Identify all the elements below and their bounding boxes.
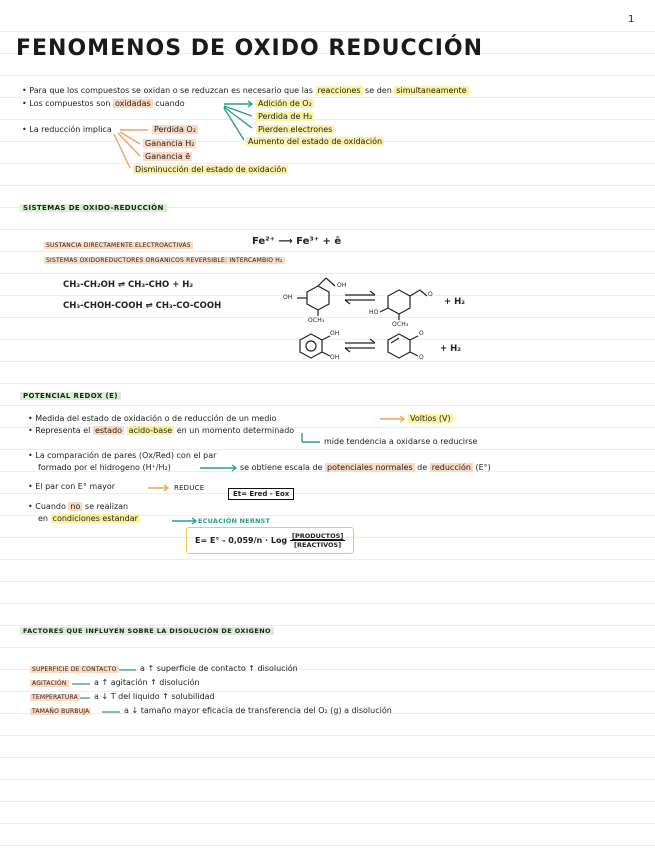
ring-structure-3 (300, 334, 330, 358)
potencial-tendencia: mide tendencia a oxidarse o reducirse (324, 437, 478, 446)
highlight-reacciones: reacciones (317, 86, 361, 95)
nernst-equation-box (186, 527, 354, 554)
highlight-simultaneamente: simultaneamente (396, 86, 467, 95)
factor-label-1: SUPERFICIE DE CONTACTO (32, 666, 117, 673)
equation-box: Et= Ered - Eox (228, 488, 294, 500)
highlight-no: no (70, 502, 81, 511)
section-heading-sistemas: SISTEMAS DE OXIDO-REDUCCIÓN (20, 204, 167, 212)
oxid-item-1: Adición de O₂ (258, 99, 312, 108)
potencial-bullet-2-pre: • Representa el (28, 426, 91, 435)
factor-text-1: a ↑ superficie de contacto ↑ disolución (140, 664, 298, 673)
highlight-condiciones: condiciones estandar (52, 514, 138, 523)
potencial-bullet-2-post: en un momento determinado (174, 426, 295, 435)
factor-label-2: AGITACIÓN (32, 680, 67, 687)
ring-structure-1 (297, 278, 335, 316)
page-title: FENOMENOS DE OXIDO REDUCCIÓN (16, 36, 484, 61)
potencial-bullet-3-result (240, 463, 491, 472)
potencial-bullet-3-line-2: formado por el hidrogeno (H⁺/H₂) (38, 463, 171, 472)
label-o-2: O (419, 330, 424, 337)
intro-bullet-1-text: • Para que los compuestos se oxidan o se reduzcan es necesario que las (22, 86, 313, 95)
intro-arrows (224, 101, 252, 140)
sistemas-line-1-label: SUSTANCIA DIRECTAMENTE ELECTROACTIVAS (46, 242, 191, 249)
highlight-oxidadas: oxidadas (114, 99, 151, 108)
label-o-3: O (419, 354, 424, 361)
highlight-acido-base: acido-base (128, 426, 173, 435)
bullet-5-line-2-pre: en (38, 514, 48, 523)
highlight-reduccion: reducción (431, 463, 471, 472)
label-oh-2: OH (337, 282, 347, 289)
nernst-denominator: [REACTIVOS] (294, 541, 342, 549)
potencial-bullet-5-line-1 (28, 502, 128, 511)
factor-text-4: a ↓ tamaño mayor eficacia de transferencia del O₂ (g) a disolución (124, 706, 392, 715)
red-item-3: Ganancia ē (145, 152, 191, 161)
label-oh-3: OH (330, 330, 340, 337)
ring-structure-4 (388, 334, 418, 358)
red-item-4-text: Disminucción del estado de oxidación (135, 165, 287, 174)
intro-bullet-3: • La reducción implica (22, 125, 112, 134)
nernst-equation: E= E° - 0,059/n · Log (195, 536, 288, 545)
factor-text-3: a ↓ T del liquido ↑ solubilidad (94, 692, 215, 701)
oxid-item-4-text: Aumento del estado de oxidación (248, 137, 383, 146)
intro-bullet-2-pre: • Los compuestos son (22, 99, 111, 108)
label-o-1: O (428, 291, 433, 298)
escala-post: (E°) (472, 463, 491, 472)
highlight-estado: estado (94, 426, 123, 435)
potencial-teal-arrows (172, 433, 323, 524)
escala-mid: de (414, 463, 428, 472)
escala-pre: se obtiene escala de (240, 463, 323, 472)
potencial-reduce: REDUCE (174, 484, 205, 492)
factor-text-2: a ↑ agitación ↑ disolución (94, 678, 200, 687)
label-och3-2: OCH₃ (392, 321, 409, 328)
reaction-lactic: CH₃-CHOH-COOH ⇌ CH₃-CO-COOH (63, 301, 222, 311)
factor-label-3: TEMPERATURA (32, 694, 78, 701)
oxid-item-2: Perdida de H₂ (258, 112, 313, 121)
sistemas-line-2-label: SISTEMAS OXIDOREDUCTORES ORGANICOS REVERSIBLE: INTERCAMBIO H₂ (46, 257, 283, 264)
label-plus-h2-1: + H₂ (444, 297, 465, 307)
ring-structure-2 (380, 290, 427, 320)
label-ho: HO (369, 309, 379, 316)
potencial-bullet-5-line-2 (38, 514, 140, 523)
potencial-bullet-1: • Medida del estado de oxidación o de reducción de un medio (28, 414, 277, 423)
reduction-arrows (114, 130, 148, 168)
intro-bullet-2-post: cuando (152, 99, 185, 108)
nernst-label: ECUACIÓN NERNST (198, 517, 271, 525)
red-item-1: Perdida O₂ (154, 125, 196, 134)
label-oh-4: OH (330, 354, 340, 361)
fe-reaction: Fe²⁺ ⟶ Fe³⁺ + ē (252, 236, 342, 247)
equilibrium-arrow-1 (345, 291, 375, 304)
red-item-2: Ganancia H₂ (145, 139, 195, 148)
label-plus-h2-2: + H₂ (440, 344, 461, 354)
oxid-item-3: Pierden electrones (258, 125, 333, 134)
page-number: 1 (628, 14, 635, 25)
intro-bullet-1-mid: se den (362, 86, 392, 95)
potencial-bullet-3-line-1: • La comparación de pares (Ox/Red) con el par (28, 451, 217, 460)
section-heading-factores: FACTORES QUE INFLUYEN SOBRE LA DISOLUCIÓN DE OXIGENO (20, 627, 274, 635)
bullet-5-post: se realizan (82, 502, 129, 511)
reaction-ethanol: CH₃-CH₂OH ⇌ CH₃-CHO + H₂ (63, 280, 194, 290)
nernst-fraction (290, 532, 345, 549)
potencial-bullet-2 (28, 426, 294, 435)
potencial-bullet-4: • El par con E° mayor (28, 482, 116, 491)
highlight-potenciales: potenciales normales (327, 463, 413, 472)
section-heading-potencial: POTENCIAL REDOX (E) (20, 392, 121, 400)
equilibrium-arrow-2 (345, 339, 375, 352)
label-och3-1: OCH₃ (308, 317, 325, 324)
nernst-numerator: [PRODUCTOS] (291, 532, 344, 540)
bullet-5-pre: • Cuando (28, 502, 66, 511)
factor-label-4: TAMAÑO BURBUJA (32, 708, 90, 715)
potencial-volts: Voltios (V) (410, 414, 451, 423)
label-oh-1: OH (283, 294, 293, 301)
